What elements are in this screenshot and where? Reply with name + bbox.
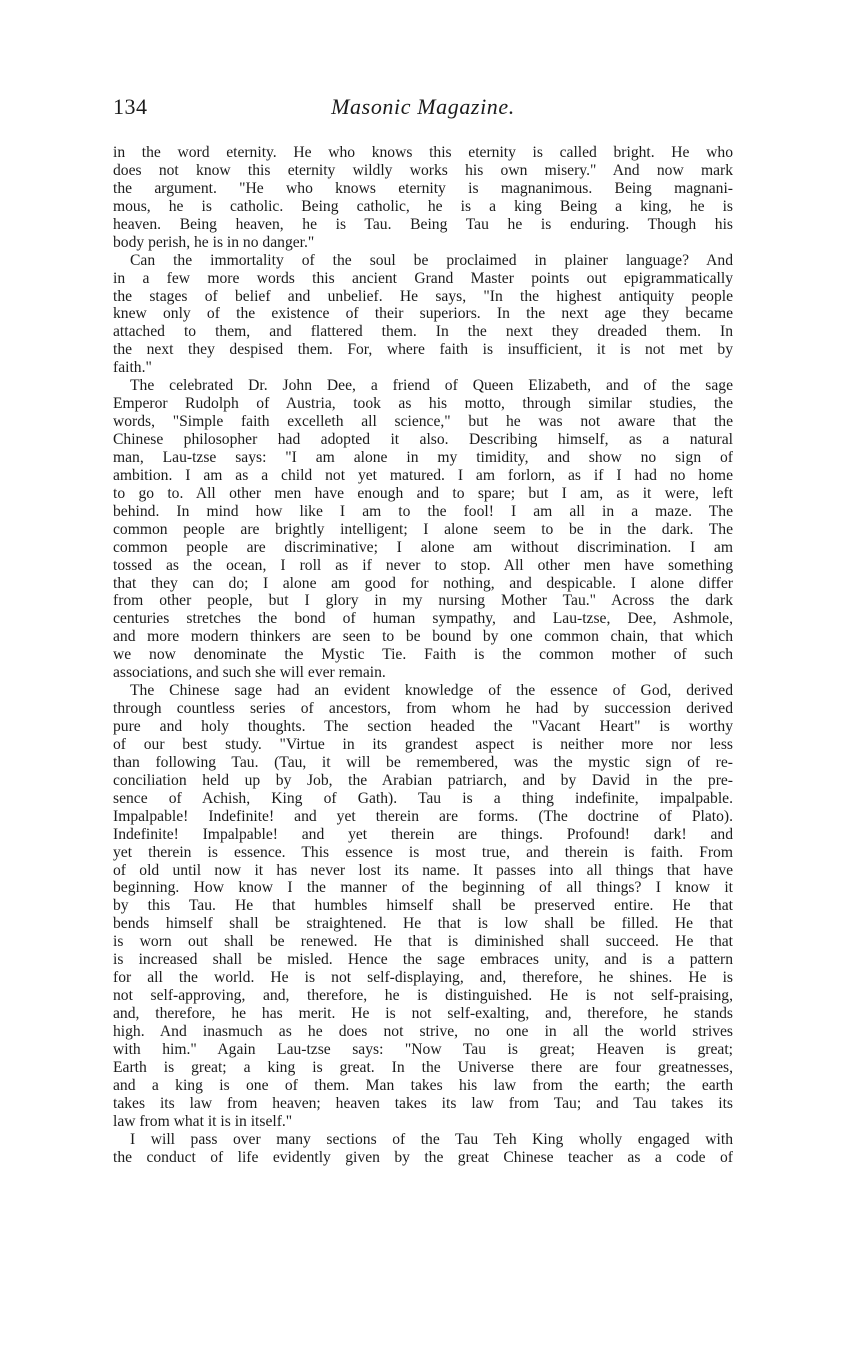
- page-header: [113, 94, 733, 126]
- text-line: associations, and such she will ever remain.: [113, 664, 386, 682]
- text-line: in a few more words this ancient Grand Master points out epigrammatically: [113, 269, 733, 287]
- text-line: conciliation held up by Job, the Arabian patriarch, and by David in the pre-: [113, 771, 733, 789]
- text-line: and a king is one of them. Man takes his law from the earth; the earth: [113, 1076, 733, 1094]
- text-line: words, "Simple faith excelleth all science," but he was not aware that the: [113, 413, 733, 431]
- text-line: is worn out shall be renewed. He that is diminished shall succeed. He that: [113, 933, 733, 951]
- text-line: attached to them, and flattered them. In the next they dreaded them. In: [113, 323, 733, 341]
- text-line: the next they despised them. For, where faith is insufficient, it is not met by: [113, 341, 733, 359]
- text-line: of our best study. "Virtue in its grandest aspect is neither more nor less: [113, 735, 733, 753]
- text-line: common people are discriminative; I alone am without discrimination. I am: [113, 538, 733, 556]
- body-text: [113, 144, 733, 1166]
- text-line: takes its law from heaven; heaven takes its law from Tau; and Tau takes its: [113, 1094, 733, 1112]
- text-line: the stages of belief and unbelief. He says, "In the highest antiquity people: [113, 287, 733, 305]
- text-line: heaven. Being heaven, he is Tau. Being Tau he is enduring. Though his: [113, 215, 733, 233]
- running-title: Masonic Magazine.: [331, 94, 515, 119]
- text-line: for all the world. He is not self-displaying, and, therefore, he shines. He is: [113, 969, 733, 987]
- text-line: Chinese philosopher had adopted it also. Describing himself, as a natural: [113, 431, 733, 448]
- text-line: Earth is great; a king is great. In the Universe there are four greatnesses,: [113, 1058, 733, 1076]
- text-line: centuries stretches the bond of human sympathy, and Lau-tzse, Dee, Ashmole,: [113, 610, 733, 628]
- text-line: is increased shall be misled. Hence the sage embraces unity, and is a pattern: [113, 951, 733, 969]
- text-line: man, Lau-tzse says: "I am alone in my timidity, and show no sign of: [113, 448, 733, 466]
- text-line: bends himself shall be straightened. He that is low shall be filled. He that: [113, 915, 733, 933]
- text-line: knew only of the existence of their superiors. In the next age they became: [113, 305, 733, 323]
- text-line: we now denominate the Mystic Tie. Faith is the common mother of such: [113, 646, 733, 664]
- text-line: faith.": [113, 359, 152, 377]
- text-line: by this Tau. He that humbles himself shall be preserved entire. He that: [113, 897, 733, 915]
- text-line: mous, he is catholic. Being catholic, he is a king Being a king, he is: [113, 197, 733, 215]
- text-line: that they can do; I alone am good for nothing, and despicable. I alone differ: [113, 574, 733, 592]
- text-line: and more modern thinkers are seen to be bound by one common chain, that which: [113, 628, 733, 646]
- text-line: Impalpable! Indefinite! and yet therein are forms. (The doctrine of Plato).: [113, 807, 733, 825]
- text-line: with him." Again Lau-tzse says: "Now Tau is great; Heaven is great;: [113, 1040, 733, 1058]
- text-line: the conduct of life evidently given by the great Chinese teacher as a code of: [113, 1148, 733, 1166]
- text-line: from other people, but I glory in my nursing Mother Tau." Across the dark: [113, 592, 733, 610]
- text-line: law from what it is in itself.": [113, 1112, 293, 1130]
- text-line: than following Tau. (Tau, it will be remembered, was the mystic sign of re-: [113, 753, 733, 771]
- paragraph-start-line: The Chinese sage had an evident knowledge of the essence of God, derived: [130, 682, 733, 700]
- text-line: behind. In mind how like I am to the fool! I am all in a maze. The: [113, 502, 733, 520]
- paragraph-start-line: Can the immortality of the soul be proclaimed in plainer language? And: [130, 251, 733, 269]
- page-number: 134: [113, 94, 148, 119]
- paragraph-start-line: The celebrated Dr. John Dee, a friend of Queen Elizabeth, and of the sage: [130, 377, 733, 395]
- text-line: through countless series of ancestors, from whom he had by succession derived: [113, 700, 733, 718]
- text-line: Emperor Rudolph of Austria, took as his motto, through similar studies, the: [113, 395, 733, 413]
- text-line: in the word eternity. He who knows this eternity is called bright. He who: [113, 144, 733, 161]
- text-line: Indefinite! Impalpable! and yet therein are things. Profound! dark! and: [113, 825, 733, 843]
- text-line: yet therein is essence. This essence is most true, and therein is faith. From: [113, 843, 733, 861]
- text-line: to go to. All other men have enough and to spare; but I am, as it were, left: [113, 484, 733, 502]
- text-line: pure and holy thoughts. The section headed the "Vacant Heart" is worthy: [113, 718, 733, 735]
- paragraph-start-line: I will pass over many sections of the Tau Teh King wholly engaged with: [130, 1130, 733, 1148]
- text-line: sence of Achish, King of Gath). Tau is a thing indefinite, impalpable.: [113, 789, 733, 807]
- text-line: common people are brightly intelligent; I alone seem to be in the dark. The: [113, 520, 733, 538]
- text-line: and, therefore, he has merit. He is not self-exalting, and, therefore, he stands: [113, 1005, 733, 1022]
- text-line: of old until now it has never lost its name. It passes into all things that have: [113, 861, 733, 879]
- text-line: body perish, he is in no danger.": [113, 233, 315, 251]
- text-line: the argument. "He who knows eternity is magnanimous. Being magnani-: [113, 179, 733, 197]
- text-line: tossed as the ocean, I roll as if never to stop. All other men have something: [113, 556, 733, 574]
- text-line: not self-approving, and, therefore, he is distinguished. He is not self-praising,: [113, 987, 733, 1005]
- text-line: high. And inasmuch as he does not strive, no one in all the world strives: [113, 1022, 733, 1040]
- text-line: does not know this eternity wildly works his own misery." And now mark: [113, 161, 733, 179]
- text-line: ambition. I am as a child not yet matured. I am forlorn, as if I had no home: [113, 466, 733, 484]
- text-line: beginning. How know I the manner of the beginning of all things? I know it: [113, 879, 733, 897]
